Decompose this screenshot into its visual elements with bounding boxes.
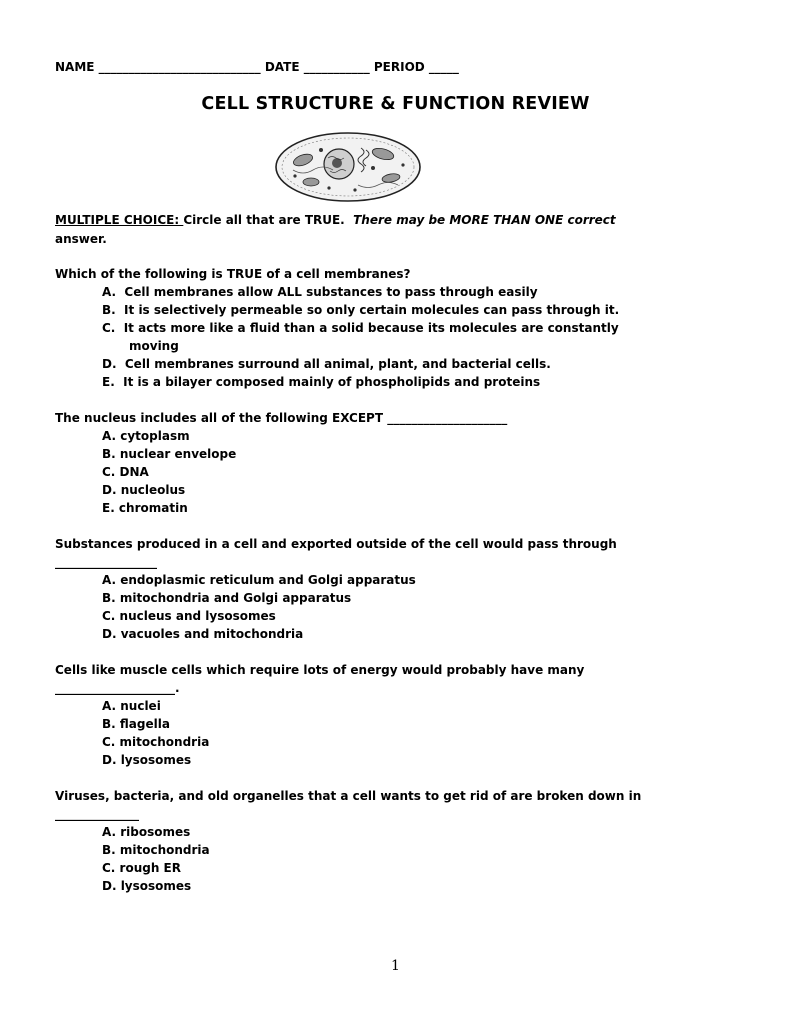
question-5-option-d[interactable]: D. lysosomes — [102, 879, 192, 893]
question-2-option-d[interactable]: D. nucleolus — [102, 483, 186, 497]
header-fields: NAME ___________________________ DATE ___________ PERIOD _____ — [55, 60, 459, 74]
question-1-option-b[interactable]: B. It is selectively permeable so only certain molecules can pass through it. — [102, 303, 620, 317]
question-3-option-d[interactable]: D. vacuoles and mitochondria — [102, 627, 304, 641]
question-2-option-e[interactable]: E. chromatin — [102, 501, 188, 515]
question-3-option-b[interactable]: B. mitochondria and Golgi apparatus — [102, 591, 352, 605]
question-4-option-c[interactable]: C. mitochondria — [102, 735, 210, 749]
question-5-option-a[interactable]: A. ribosomes — [102, 825, 191, 839]
instructions-label: MULTIPLE CHOICE: — [55, 213, 184, 227]
instructions-continued: answer. — [55, 232, 107, 246]
question-4-option-a[interactable]: A. nuclei — [102, 699, 161, 713]
question-1-option-c-cont: moving — [129, 339, 179, 353]
question-2-stem: The nucleus includes all of the following EXCEPT ____________________ — [55, 411, 508, 425]
page-title: CELL STRUCTURE & FUNCTION REVIEW — [201, 94, 590, 114]
instructions — [55, 211, 616, 229]
question-1-stem: Which of the following is TRUE of a cell membranes? — [55, 267, 411, 281]
question-2-option-c[interactable]: C. DNA — [102, 465, 149, 479]
question-2-option-a[interactable]: A. cytoplasm — [102, 429, 190, 443]
question-5-stem: Viruses, bacteria, and old organelles that a cell wants to get rid of are broken down in — [55, 789, 642, 803]
question-4-blank: ____________________. — [55, 681, 180, 695]
question-3-option-c[interactable]: C. nucleus and lysosomes — [102, 609, 276, 623]
question-4-stem: Cells like muscle cells which require lots of energy would probably have many — [55, 663, 585, 677]
question-1-option-c[interactable]: C. It acts more like a fluid than a solid because its molecules are constantly — [102, 321, 619, 335]
question-3-stem: Substances produced in a cell and exported outside of the cell would pass through — [55, 537, 617, 551]
question-5-option-b[interactable]: B. mitochondria — [102, 843, 210, 857]
question-3-blank: _________________ — [55, 555, 157, 569]
question-1-option-e[interactable]: E. It is a bilayer composed mainly of phospholipids and proteins — [102, 375, 541, 389]
question-1-option-a[interactable]: A. Cell membranes allow ALL substances to pass through easily — [102, 285, 538, 299]
question-4-option-d[interactable]: D. lysosomes — [102, 753, 192, 767]
question-5-option-c[interactable]: C. rough ER — [102, 861, 181, 875]
question-5-blank: ______________ — [55, 807, 139, 821]
page-number: 1 — [391, 958, 400, 974]
instructions-emphasis: There may be MORE THAN ONE correct — [353, 213, 616, 227]
animal-cell-illustration-icon — [273, 130, 423, 204]
question-2-option-b[interactable]: B. nuclear envelope — [102, 447, 237, 461]
question-4-option-b[interactable]: B. flagella — [102, 717, 170, 731]
instructions-text: Circle all that are TRUE. — [183, 213, 354, 227]
question-3-option-a[interactable]: A. endoplasmic reticulum and Golgi apparatus — [102, 573, 416, 587]
question-1-option-d[interactable]: D. Cell membranes surround all animal, plant, and bacterial cells. — [102, 357, 551, 371]
